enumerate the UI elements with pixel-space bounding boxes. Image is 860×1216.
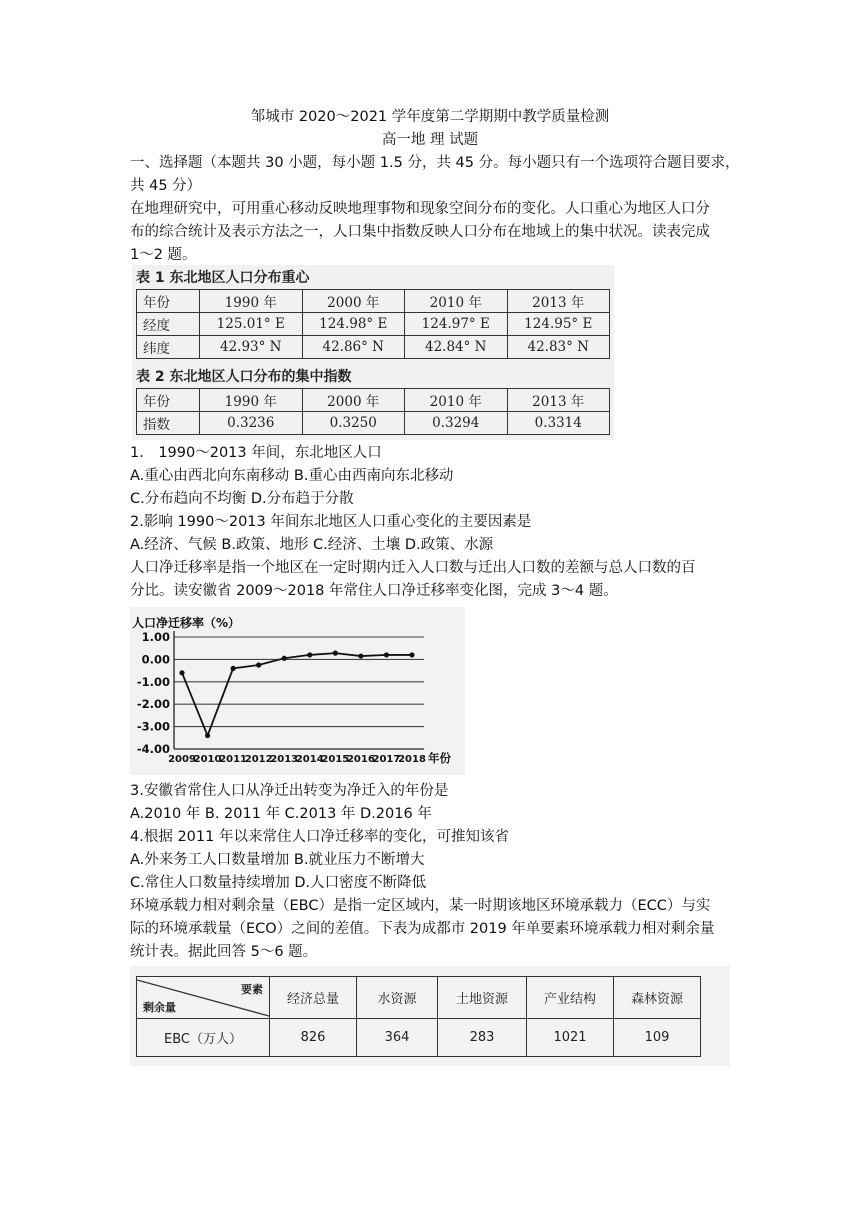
intro1-line3: 1～2 题。 <box>130 247 197 263</box>
table-cell: 125.01° E <box>200 313 303 336</box>
section-heading-line2: 共 45 分） <box>130 178 202 194</box>
table-row <box>137 313 610 336</box>
table-cell: 纬度 <box>137 336 200 359</box>
table-cell: 124.98° E <box>302 313 405 336</box>
data-point <box>256 662 261 667</box>
table-row <box>137 290 610 313</box>
table-row <box>137 1019 701 1057</box>
table2 <box>136 388 610 435</box>
data-point <box>231 666 236 671</box>
intro3-line3: 统计表。据此回答 5～6 题。 <box>130 944 318 960</box>
table-cell: 2013 年 <box>507 389 610 412</box>
table2-caption: 表 2 东北地区人口分布的集中指数 <box>136 369 352 385</box>
corner-top-label: 要素 <box>241 982 263 996</box>
x-tick-label: 2018 <box>398 754 426 765</box>
data-point <box>358 653 363 658</box>
q4-options-line2: C.常住人口数量持续增加 D.人口密度不断降低 <box>130 875 427 891</box>
x-tick-label: 2010 <box>193 754 222 765</box>
x-axis-label: 年份 <box>428 751 451 765</box>
data-point <box>179 670 184 675</box>
intro3-line2: 际的环境承载量（ECO）之间的差值。下表为成都市 2019 年单要素环境承载力相对剩余量 <box>130 921 715 937</box>
table-cell: 1021 <box>527 1019 614 1057</box>
table-cell: 0.3314 <box>507 412 610 435</box>
q2-options: A.经济、气候 B.政策、地形 C.经济、土壤 D.政策、水源 <box>130 537 494 553</box>
table-cell: 1990 年 <box>200 389 303 412</box>
table1-caption: 表 1 东北地区人口分布重心 <box>136 270 310 286</box>
table-row <box>137 336 610 359</box>
table-cell: 42.86° N <box>302 336 405 359</box>
intro2-line1: 人口净迁移率是指一个地区在一定时期内迁入人口数与迁出人口数的差额与总人口数的百 <box>130 560 696 576</box>
table-cell: 42.84° N <box>405 336 508 359</box>
data-point <box>282 656 287 661</box>
x-tick-label: 2012 <box>244 754 273 765</box>
table-cell: 0.3250 <box>302 412 405 435</box>
x-tick-label: 2013 <box>270 754 299 765</box>
series-line <box>182 653 412 735</box>
section-heading-line1: 一、选择题（本题共 30 小题，每小题 1.5 分，共 45 分。每小题只有一个选项符合题目要求， <box>130 155 740 171</box>
table-cell: 42.93° N <box>200 336 303 359</box>
table-cell: 2010 年 <box>405 290 508 313</box>
q1-stem: 1． 1990～2013 年间，东北地区人口 <box>130 445 382 461</box>
q4-stem: 4.根据 2011 年以来常住人口净迁移率的变化，可推知该省 <box>130 829 509 845</box>
table-cell: 2000 年 <box>302 389 405 412</box>
table-cell: 826 <box>270 1019 357 1057</box>
table-cell: 2013 年 <box>507 290 610 313</box>
y-axis-label: 人口净迁移率（%） <box>132 616 241 630</box>
x-tick-label: 2011 <box>219 754 248 765</box>
table-cell: 2010 年 <box>405 389 508 412</box>
table-cell: 水资源 <box>357 977 438 1019</box>
q3-stem: 3.安徽省常住人口从净迁出转变为净迁入的年份是 <box>130 783 449 799</box>
table1 <box>136 289 610 359</box>
diagonal-header <box>137 978 269 1018</box>
table-row <box>137 412 610 435</box>
table-cell: 0.3236 <box>200 412 303 435</box>
table-cell: 年份 <box>137 290 200 313</box>
intro2-line2: 分比。读安徽省 2009～2018 年常住人口净迁移率变化图，完成 3～4 题。 <box>130 583 618 599</box>
table-cell: 经济总量 <box>270 977 357 1019</box>
q1-options-line1: A.重心由西北向东南移动 B.重心由西南向东北移动 <box>130 468 454 484</box>
table-cell: 42.83° N <box>507 336 610 359</box>
data-point <box>333 651 338 656</box>
intro1-line1: 在地理研究中，可用重心移动反映地理事物和现象空间分布的变化。人口重心为地区人口分 <box>130 201 710 217</box>
data-point <box>205 733 210 738</box>
table-cell: 124.95° E <box>507 313 610 336</box>
table-row-label: EBC（万人） <box>137 1019 270 1057</box>
x-tick-label: 2017 <box>372 754 401 765</box>
q3-options: A.2010 年 B. 2011 年 C.2013 年 D.2016 年 <box>130 806 432 822</box>
intro1-line2: 布的综合统计及表示方法之一，人口集中指数反映人口分布在地域上的集中状况。读表完成 <box>130 224 710 240</box>
data-point <box>307 652 312 657</box>
x-tick-label: 2015 <box>321 754 350 765</box>
table-row <box>137 977 701 1019</box>
table-cell: 森林资源 <box>614 977 701 1019</box>
q1-options-line2: C.分布趋向不均衡 D.分布趋于分散 <box>130 491 354 507</box>
page-subtitle: 高一地 理 试题 <box>381 132 479 148</box>
data-point <box>409 652 414 657</box>
table-cell: 产业结构 <box>527 977 614 1019</box>
table-cell: 283 <box>438 1019 527 1057</box>
chart-svg <box>130 607 465 775</box>
table-cell: 年份 <box>137 389 200 412</box>
intro3-line1: 环境承载力相对剩余量（EBC）是指一定区域内，某一时期该地区环境承载力（ECC）与实 <box>130 898 711 914</box>
y-tick-label: -2.00 <box>136 697 170 712</box>
table-row <box>137 389 610 412</box>
table-cell: 土地资源 <box>438 977 527 1019</box>
table-cell: 109 <box>614 1019 701 1057</box>
y-tick-label: -3.00 <box>136 719 170 734</box>
y-tick-label: -4.00 <box>136 742 170 756</box>
tables-image <box>132 265 614 440</box>
x-tick-label: 2016 <box>346 754 375 765</box>
q2-stem: 2.影响 1990～2013 年间东北地区人口重心变化的主要因素是 <box>130 514 532 530</box>
y-tick-label: 1.00 <box>141 630 170 644</box>
ebc-table <box>136 976 701 1057</box>
table-cell: 指数 <box>137 412 200 435</box>
table-cell: 2000 年 <box>302 290 405 313</box>
table-cell: 1990 年 <box>200 290 303 313</box>
migration-rate-chart <box>130 607 465 775</box>
table-cell: 0.3294 <box>405 412 508 435</box>
table-corner-cell <box>137 977 270 1019</box>
y-tick-label: -1.00 <box>136 674 170 689</box>
y-tick-label: 0.00 <box>141 652 170 667</box>
table-cell: 124.97° E <box>405 313 508 336</box>
x-tick-label: 2009 <box>168 754 196 765</box>
table-cell: 经度 <box>137 313 200 336</box>
data-point <box>384 652 389 657</box>
page-title: 邹城市 2020～2021 学年度第二学期期中教学质量检测 <box>250 109 610 125</box>
corner-bottom-label: 剩余量 <box>143 1000 176 1014</box>
q4-options-line1: A.外来务工人口数量增加 B.就业压力不断增大 <box>130 852 425 868</box>
ebc-table-image <box>130 966 730 1066</box>
x-tick-label: 2014 <box>295 754 324 765</box>
table-cell: 364 <box>357 1019 438 1057</box>
